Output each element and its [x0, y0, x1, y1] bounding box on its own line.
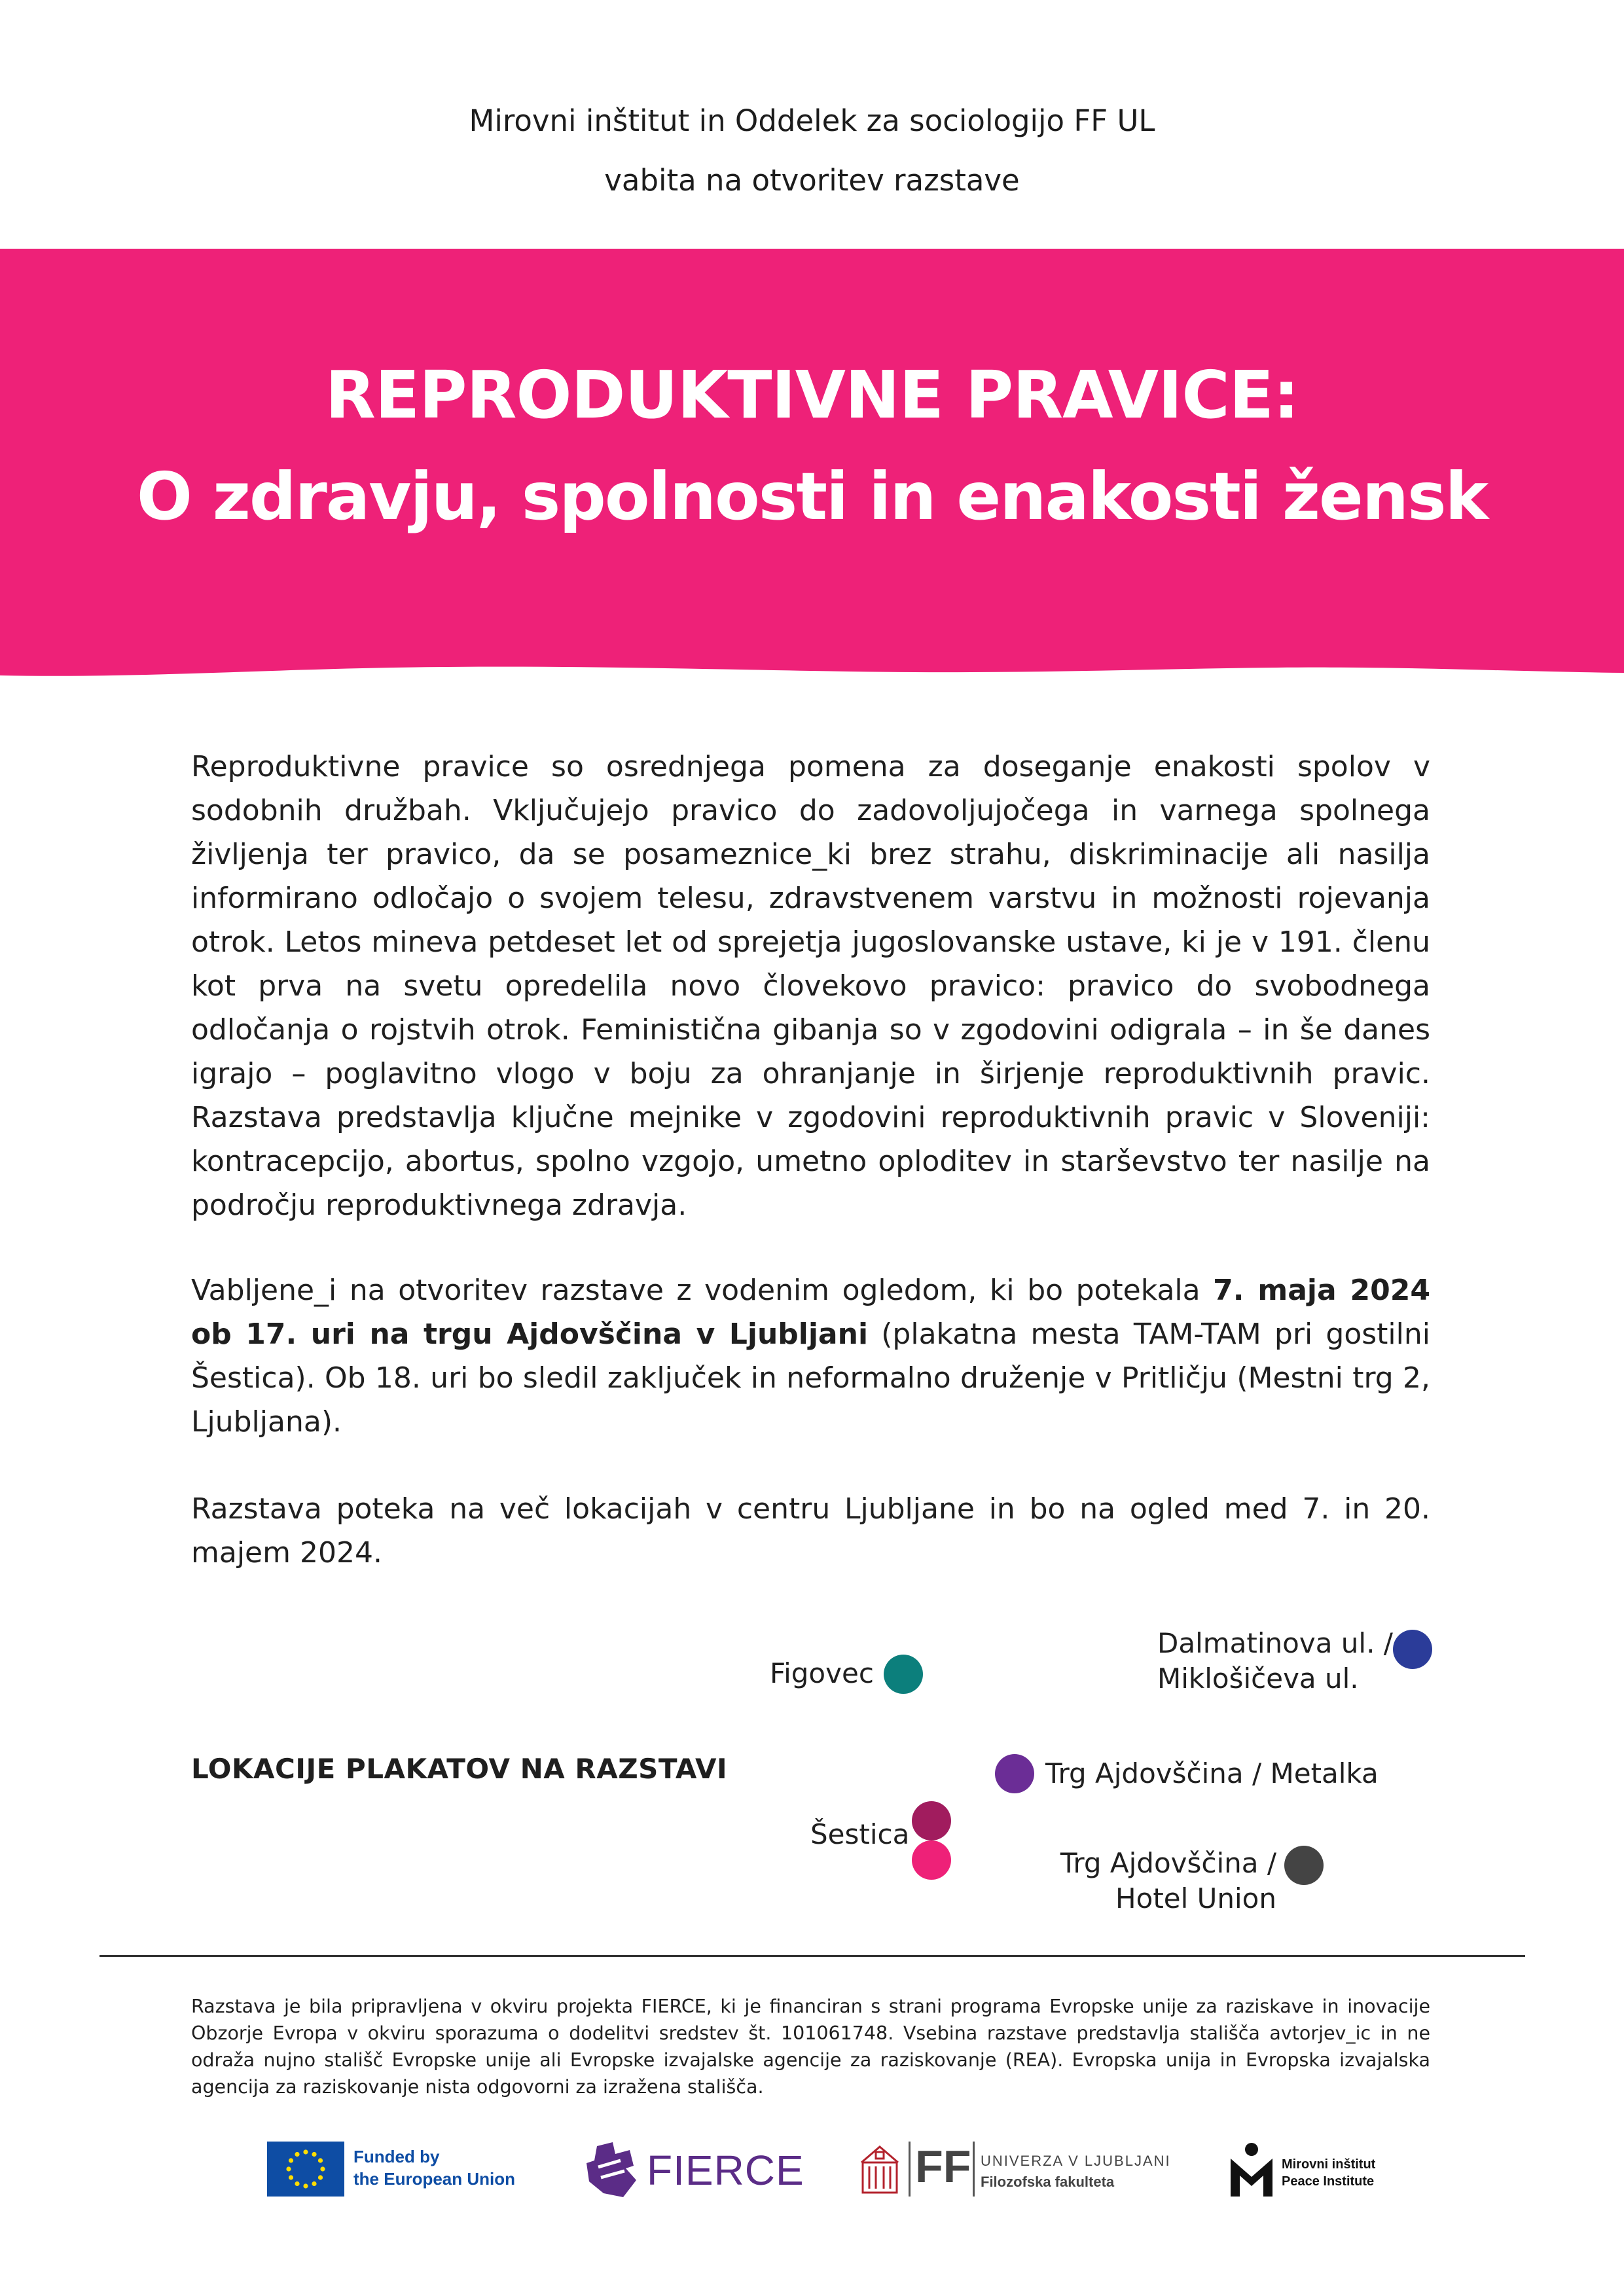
peace-institute-name-line1: Mirovni inštitut — [1282, 2157, 1376, 2172]
location-dot-figovec — [884, 1655, 923, 1694]
intro-paragraph: Reproduktivne pravice so osrednjega pomena za doseganje enakosti spolov v sodobnih družbah. Vključujejo pravico do zadovoljujočega in varnega spolnega življenja ter pravico, da se posameznice_ki brez strahu, diskriminacije ali nasilja informirano odločajo o svojem telesu, zdravstvenem varstvu in možnosti rojevanja otrok. Letos mineva petdeset let od sprejetja jugoslovanske ustave, ki je v 191. členu kot prva na svetu opredelila novo človekovo pravico: pravico do svobodnega odločanja o rojstvih otrok. Feministična gibanja so v zgodovini odigrala – in še danes igrajo – poglavitno vlogo v boju za ohranjanje in širjenje reproduktivnih pravic. Razstava predstavlja ključne mejnike v zgodovini reproduktivnih pravic v Sloveniji: kontracepcijo, abortus, spolno vzgojo, umetno oploditev in starševstvo ter nasilje na področju reproduktivnega zdravja. — [191, 750, 1430, 1222]
peace-institute-mark-icon — [1228, 2142, 1275, 2198]
location-label-hotel-union — [995, 1846, 1276, 1916]
location-dot-sestica-1 — [912, 1801, 951, 1840]
location-label-dalmatinova-line1: Dalmatinova ul. / — [1157, 1627, 1393, 1659]
fierce-logo-text: FIERCE — [647, 2147, 804, 2194]
duration-paragraph: Razstava poteka na več lokacijah v centru Ljubljane in bo na ogled med 7. in 20. majem 2024. — [191, 1492, 1430, 1570]
location-label-dalmatinova-line2: Miklošičeva ul. — [1157, 1662, 1359, 1695]
eu-star — [303, 2149, 308, 2154]
university-name — [981, 2151, 1171, 2193]
main-title: REPRODUKTIVNE PRAVICE: — [325, 357, 1299, 433]
invitation-text-end: (plakatna mesta TAM-TAM pri gostilni Šestica). Ob 18. uri bo sledil zaključek in neformalno druženje v Pritličju (Mestni trg 2, Ljubljana). — [191, 1318, 1430, 1439]
university-building-icon — [859, 2143, 901, 2195]
eu-star — [312, 2181, 316, 2186]
subtitle: O zdravju, spolnosti in enakosti žensk — [136, 458, 1488, 535]
ff-mark: FF — [915, 2141, 971, 2192]
eu-funding-logo — [267, 2142, 516, 2197]
location-label-dalmatinova — [1157, 1626, 1393, 1696]
invitation-line: vabita na otvoritev razstave — [604, 163, 1020, 198]
eu-star — [286, 2166, 291, 2171]
locations-heading: LOKACIJE PLAKATOV NA RAZSTAVI — [191, 1753, 728, 1785]
organizers-line: Mirovni inštitut in Oddelek za sociologijo FF UL — [469, 103, 1155, 138]
location-label-hotel-union-line1: Trg Ajdovščina / — [1060, 1847, 1276, 1879]
eu-star — [295, 2181, 299, 2186]
fierce-logo — [584, 2137, 804, 2202]
fierce-fist-icon — [584, 2141, 639, 2198]
eu-funding-text — [353, 2145, 515, 2190]
location-dot-dalmatinova — [1393, 1630, 1432, 1669]
location-label-sestica: Šestica — [810, 1818, 910, 1850]
location-dot-ajdovscina-metalka — [995, 1754, 1034, 1793]
location-label-figovec: Figovec — [770, 1657, 874, 1689]
invitation-paragraph — [191, 1268, 1430, 1444]
university-logo — [859, 2138, 1173, 2200]
location-dot-sestica-2 — [912, 1840, 951, 1880]
location-label-ajdovscina-metalka: Trg Ajdovščina / Metalka — [1045, 1757, 1379, 1789]
university-name-line1: UNIVERZA V LJUBLJANI — [981, 2153, 1171, 2169]
university-logo-divider — [909, 2142, 911, 2197]
eu-star — [318, 2158, 323, 2162]
eu-star — [289, 2158, 293, 2162]
university-name-line2: Filozofska fakulteta — [981, 2174, 1115, 2190]
invitation-text-start: Vabljene_i na otvoritev razstave z vodenim ogledom, ki bo potekala — [191, 1274, 1214, 1307]
funding-disclaimer: Razstava je bila pripravljena v okviru projekta FIERCE, ki je financiran s strani programa Evropske unije za raziskave in inovacije Obzorje Evropa v okviru sporazuma o dodelitvi sredstev št. 101061748. Vsebina razstave predstavlja stališča avtorjev_ic in ne odraža nujno stališč Evropske unije ali Evropske izvajalske agencije za raziskovanje (REA). Evropska unija in Evropska izvajalska agencija za raziskovanje nista odgovorni za izražena stališča. — [191, 1996, 1430, 2098]
peace-institute-name-line2: Peace Institute — [1282, 2174, 1375, 2189]
eu-funding-text-line1: Funded by — [353, 2147, 440, 2166]
eu-star — [320, 2166, 325, 2171]
eu-funding-text-line2: the European Union — [353, 2169, 515, 2189]
university-logo-divider-2 — [973, 2142, 975, 2197]
eu-star — [312, 2152, 316, 2157]
eu-star — [303, 2183, 308, 2188]
eu-flag-icon — [267, 2142, 344, 2197]
peace-institute-name — [1282, 2156, 1375, 2190]
eu-star — [318, 2175, 323, 2179]
peace-institute-logo — [1228, 2138, 1392, 2200]
location-label-hotel-union-line2: Hotel Union — [1115, 1882, 1276, 1914]
eu-star — [289, 2175, 293, 2179]
footer-divider — [99, 1955, 1525, 1957]
eu-star — [295, 2152, 299, 2157]
event-date-place: 7. maja 2024 ob 17. uri na trgu Ajdovščina v Ljubljani — [191, 1274, 1430, 1351]
location-dot-hotel-union — [1284, 1846, 1324, 1885]
